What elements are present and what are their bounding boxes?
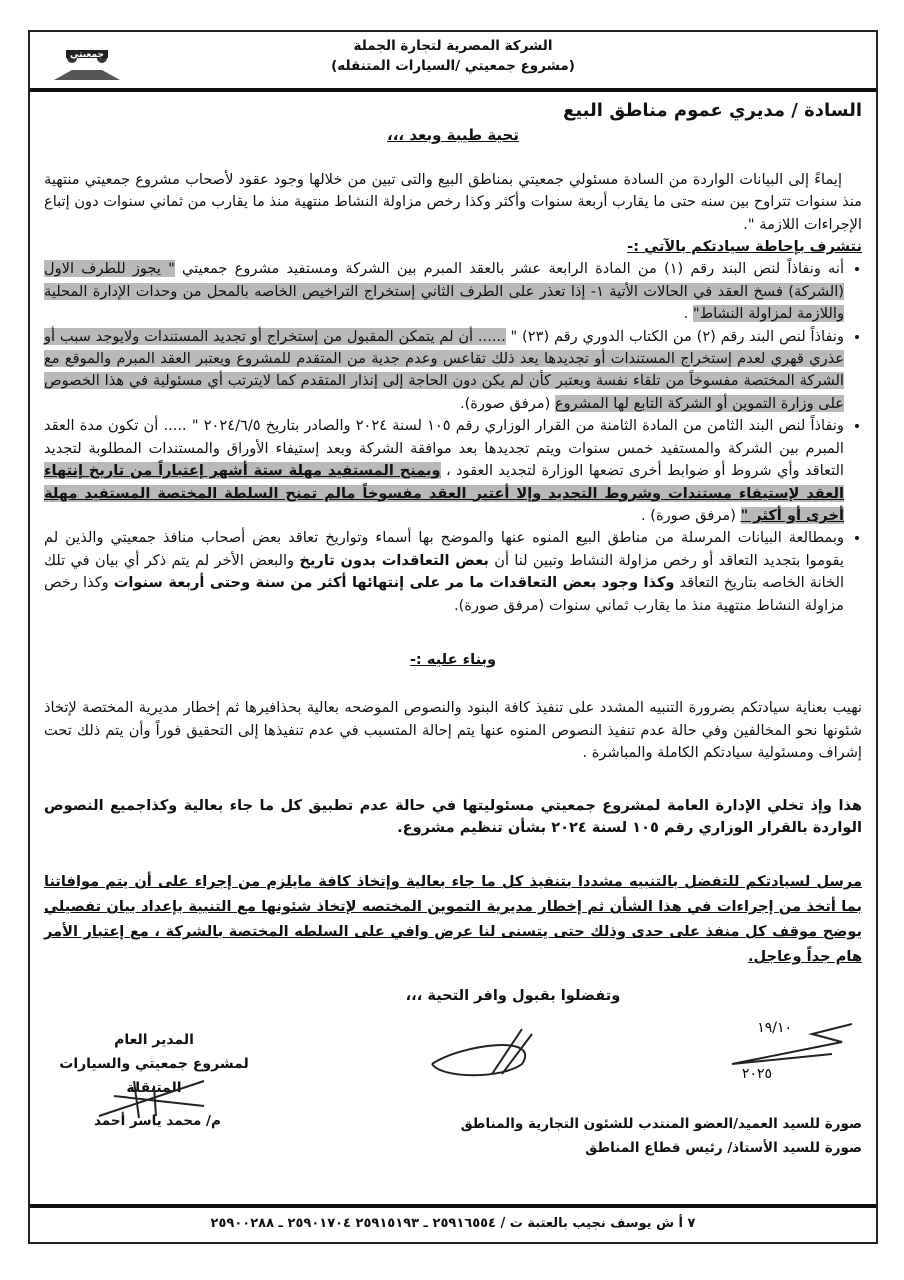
cc-list <box>461 1112 862 1160</box>
svg-text:جمعيتي: جمعيتي <box>69 50 105 60</box>
signatory-name: م/ محمد ياسر أحمد <box>94 1112 221 1129</box>
notice-heading: نتشرف بإحاطة سيادتكم بالآتي :- <box>627 238 862 256</box>
closing: وتفضلوا بقبول وافر التحية ،،، <box>405 987 621 1005</box>
highlighted-quote: " يجوز للطرف الاول (الشركة) فسخ العقد في الحالات الأتية ١- إذا تعذر على الطرف الثاني إستخراج التراخيص الخاصه بالمحل من وحدات الإدارة المحلية واللازمة لمزاولة النشاط" <box>44 260 844 323</box>
salutation: السادة / مديري عموم مناطق البيع <box>563 100 862 121</box>
letter-frame <box>28 30 878 1244</box>
signature-block <box>44 1014 862 1164</box>
svg-text:١٩/١٠: ١٩/١٠ <box>757 1019 792 1036</box>
project-name: (مشروع جمعيتي /السيارات المتنقله) <box>331 58 575 74</box>
cc-item: صورة للسيد الأستاذ/ رئيس قطاع المناطق <box>585 1139 862 1156</box>
letterhead <box>30 32 876 88</box>
list-item: • أنه ونفاذاً لنص البند رقم (١) من المادة الرابعة عشر بالعقد المبرم بين الشركة ومستفيد مشروع جمعيتي " يجوز للطرف الاول (الشركة) فسخ العقد في الحالات الأتية ١- إذا تعذر على الطرف الثاني إستخراج التراخيص الخاصه بالمحل من وحدات الإدارة المحلية واللازمة لمزاولة النشاط" . <box>44 258 844 325</box>
highlighted-quote: ...... أن لم يتمكن المقبول من إستخراج أو تجديد المستندات ولايوجد سبب أو عذري قهري لعدم إستخراج المستندات أو تجديدها يعد ذلك تقاعس وعدم جدية من المتقدم للمشروع ويعتبر العقد المبرم والموقع مع الشركة المختصة مفسوخاً من تلقاء نفسة ويعتبر كأن لم يكن دون الحاجة إلى إنذار المتقدم كما لايترتب أي مسئولية في هذا الخصوص على وزارة التموين أو الشركة التابع لها المشروع <box>44 327 844 412</box>
list-item: • ونفاذاً لنص البند رقم (٢) من الكتاب الدوري رقم (٢٣) " ...... أن لم يتمكن المقبول من إستخراج أو تجديد المستندات ولايوجد سبب أو عذري قهري لعدم إستخراج المستندات أو تجديدها يعد ذلك تقاعس وعدم جدية من المتقدم للمشروع ويعتبر العقد المبرم والموقع مع الشركة المختصة مفسوخاً من تلقاء نفسة ويعتبر كأن لم يكن دون الحاجة إلى إنذار المتقدم كما لايترتب أي مسئولية في هذا الخصوص على وزارة التموين أو الشركة التابع لها المشروع (مرفق صورة). <box>44 326 844 416</box>
letter-body <box>44 96 862 1164</box>
intro-paragraph: إيماءً إلى البيانات الواردة من السادة مسئولي جمعيتي بمناطق البيع والتى تبين من خلالها وجود عقود لأصحاب مشروع جمعيتي منتهية منذ سنوات تتراوح بين سنه حتى ما يقارب أربعة سنوات وأكثر وكذا رخص مزاولة النشاط منتهية منذ ما يقارب من ثماني سنوات دون إتباع الإجراءات اللازمة ". <box>44 170 862 233</box>
list-item: • ونفاذاً لنص البند الثامن من المادة الثامنة من القرار الوزاري رقم ١٠٥ لسنة ٢٠٢٤ والصادر بتاريخ ٢٠٢٤/٦/٥ " ..... أن تكون مدة العقد المبرم بين الشركة والمستفيد خمس سنوات ويتم تجديدها بعد موافقة الشركة وبعد إستيفاء الأوراق والمستندات المطلوبة لتجديد التعاقد وأي شروط أو ضوابط أخرى تضعها الوزارة لتجديد العقود ، ويمنح المستفيد مهلة ستة أشهر إعتباراً من تاريخ إنتهاء العقد لإستيفاء مستندات وشروط التجديد وإلا أعتبر العقد مفسوخاً مالم تمنح السلطة المختصة المستفيد مهلة أخرى أو أكثر " (مرفق صورة) . <box>44 415 844 527</box>
signature-icon <box>712 1014 862 1084</box>
request-paragraph: مرسل لسيادتكم للتفضل بالتنبيه مشددا بتنفيذ كل ما جاء بعالية وإتخاذ كافة مايلزم من إجراء على أن يتم موافاتنا بما أتخذ من إجراءات في هذا الشأن ثم إخطار مديرية التموين المختصه لإتخاذ شئونها مع التنبية بإعداد بيان تفصيلي يوضح موقف كل منفذ على حدى وذلك حتى يتسنى لنا عرض وافي على السلطه المختصة بالشركة ، مع إعتبار الأمر هام جداً وعاجل. <box>44 873 862 966</box>
company-name: الشركة المصرية لتجارة الجملة <box>353 38 553 54</box>
highlighted-quote: ويمنح المستفيد مهلة ستة أشهر إعتباراً من تاريخ إنتهاء العقد لإستيفاء مستندات وشروط التجديد وإلا أعتبر العقد مفسوخاً مالم تمنح السلطة المختصة المستفيد مهلة أخرى أو أكثر " <box>44 462 844 524</box>
signatory-title: المدير العام <box>114 1031 194 1048</box>
clauses-list <box>44 258 862 617</box>
disclaimer-paragraph: هذا وإذ تخلي الإدارة العامة لمشروع جمعيتي مسئوليتها في حالة عدم تطبيق كل ما جاء بعالية وكذاجميع النصوص الواردة بالقرار الوزاري رقم ١٠٥ لسنة ٢٠٢٤ بشأن تنظيم مشروع. <box>44 796 862 836</box>
footer-divider <box>30 1204 876 1208</box>
therefore-heading: وبناء عليه :- <box>409 650 497 668</box>
signature-icon <box>422 1024 572 1084</box>
svg-text:٢٠٢٥: ٢٠٢٥ <box>741 1065 772 1082</box>
signatory-org: لمشروع جمعيتي والسيارات المتنقلة <box>59 1055 249 1096</box>
footer-address: ٧ أ ش يوسف نجيب بالعتبة ت / ٢٥٩١٦٥٥٤ ـ ٢٥٩١٥١٩٣ ٢٥٩٠١٧٠٤ ـ ٢٥٩٠٠٢٨٨ <box>210 1216 696 1231</box>
greeting: تحية طيبة وبعد ،،، <box>387 126 519 145</box>
cc-item: صورة للسيد العميد/العضو المنتدب للشئون التجارية والمناطق <box>460 1115 862 1132</box>
directive-paragraph: نهيب بعناية سيادتكم بضرورة التنبيه المشدد على تنفيذ كافة البنود والنصوص الموضحه بعالية بحذافيرها ثم إخطار مديرية المختصة لإتخاذ شئونها نحو المخالفين وفي حالة عدم تنفيذ النصوص المنوه عنها يتم إحالة المتسبب في عدم تنفيذها إلى التحقيق فوراً وأن يتم ذلك تحت إشراف ومسئولية سيادتكم الكاملة والمباشرة . <box>44 699 862 762</box>
header-divider <box>30 88 876 92</box>
list-item: • وبمطالعة البيانات المرسلة من مناطق البيع المنوه عنها والموضح بها أسماء وتواريخ تعاقد بعض أصحاب منافذ جمعيتي والذين لم يقوموا بتجديد التعاقد أو رخص مزاولة النشاط وتبين لنا أن بعض التعاقدات بدون تاريخ والبعض الأخر لم يتم ذكر أي بيان في تلك الخانة الخاصه بتاريخ التعاقد وكذا وجود بعض التعاقدات ما مر على إنتهائها أكثر من سنة وحتى أربعة سنوات وكذا رخص مزاولة النشاط منتهية منذ ما يقارب ثماني سنوات (مرفق صورة). <box>44 527 844 617</box>
